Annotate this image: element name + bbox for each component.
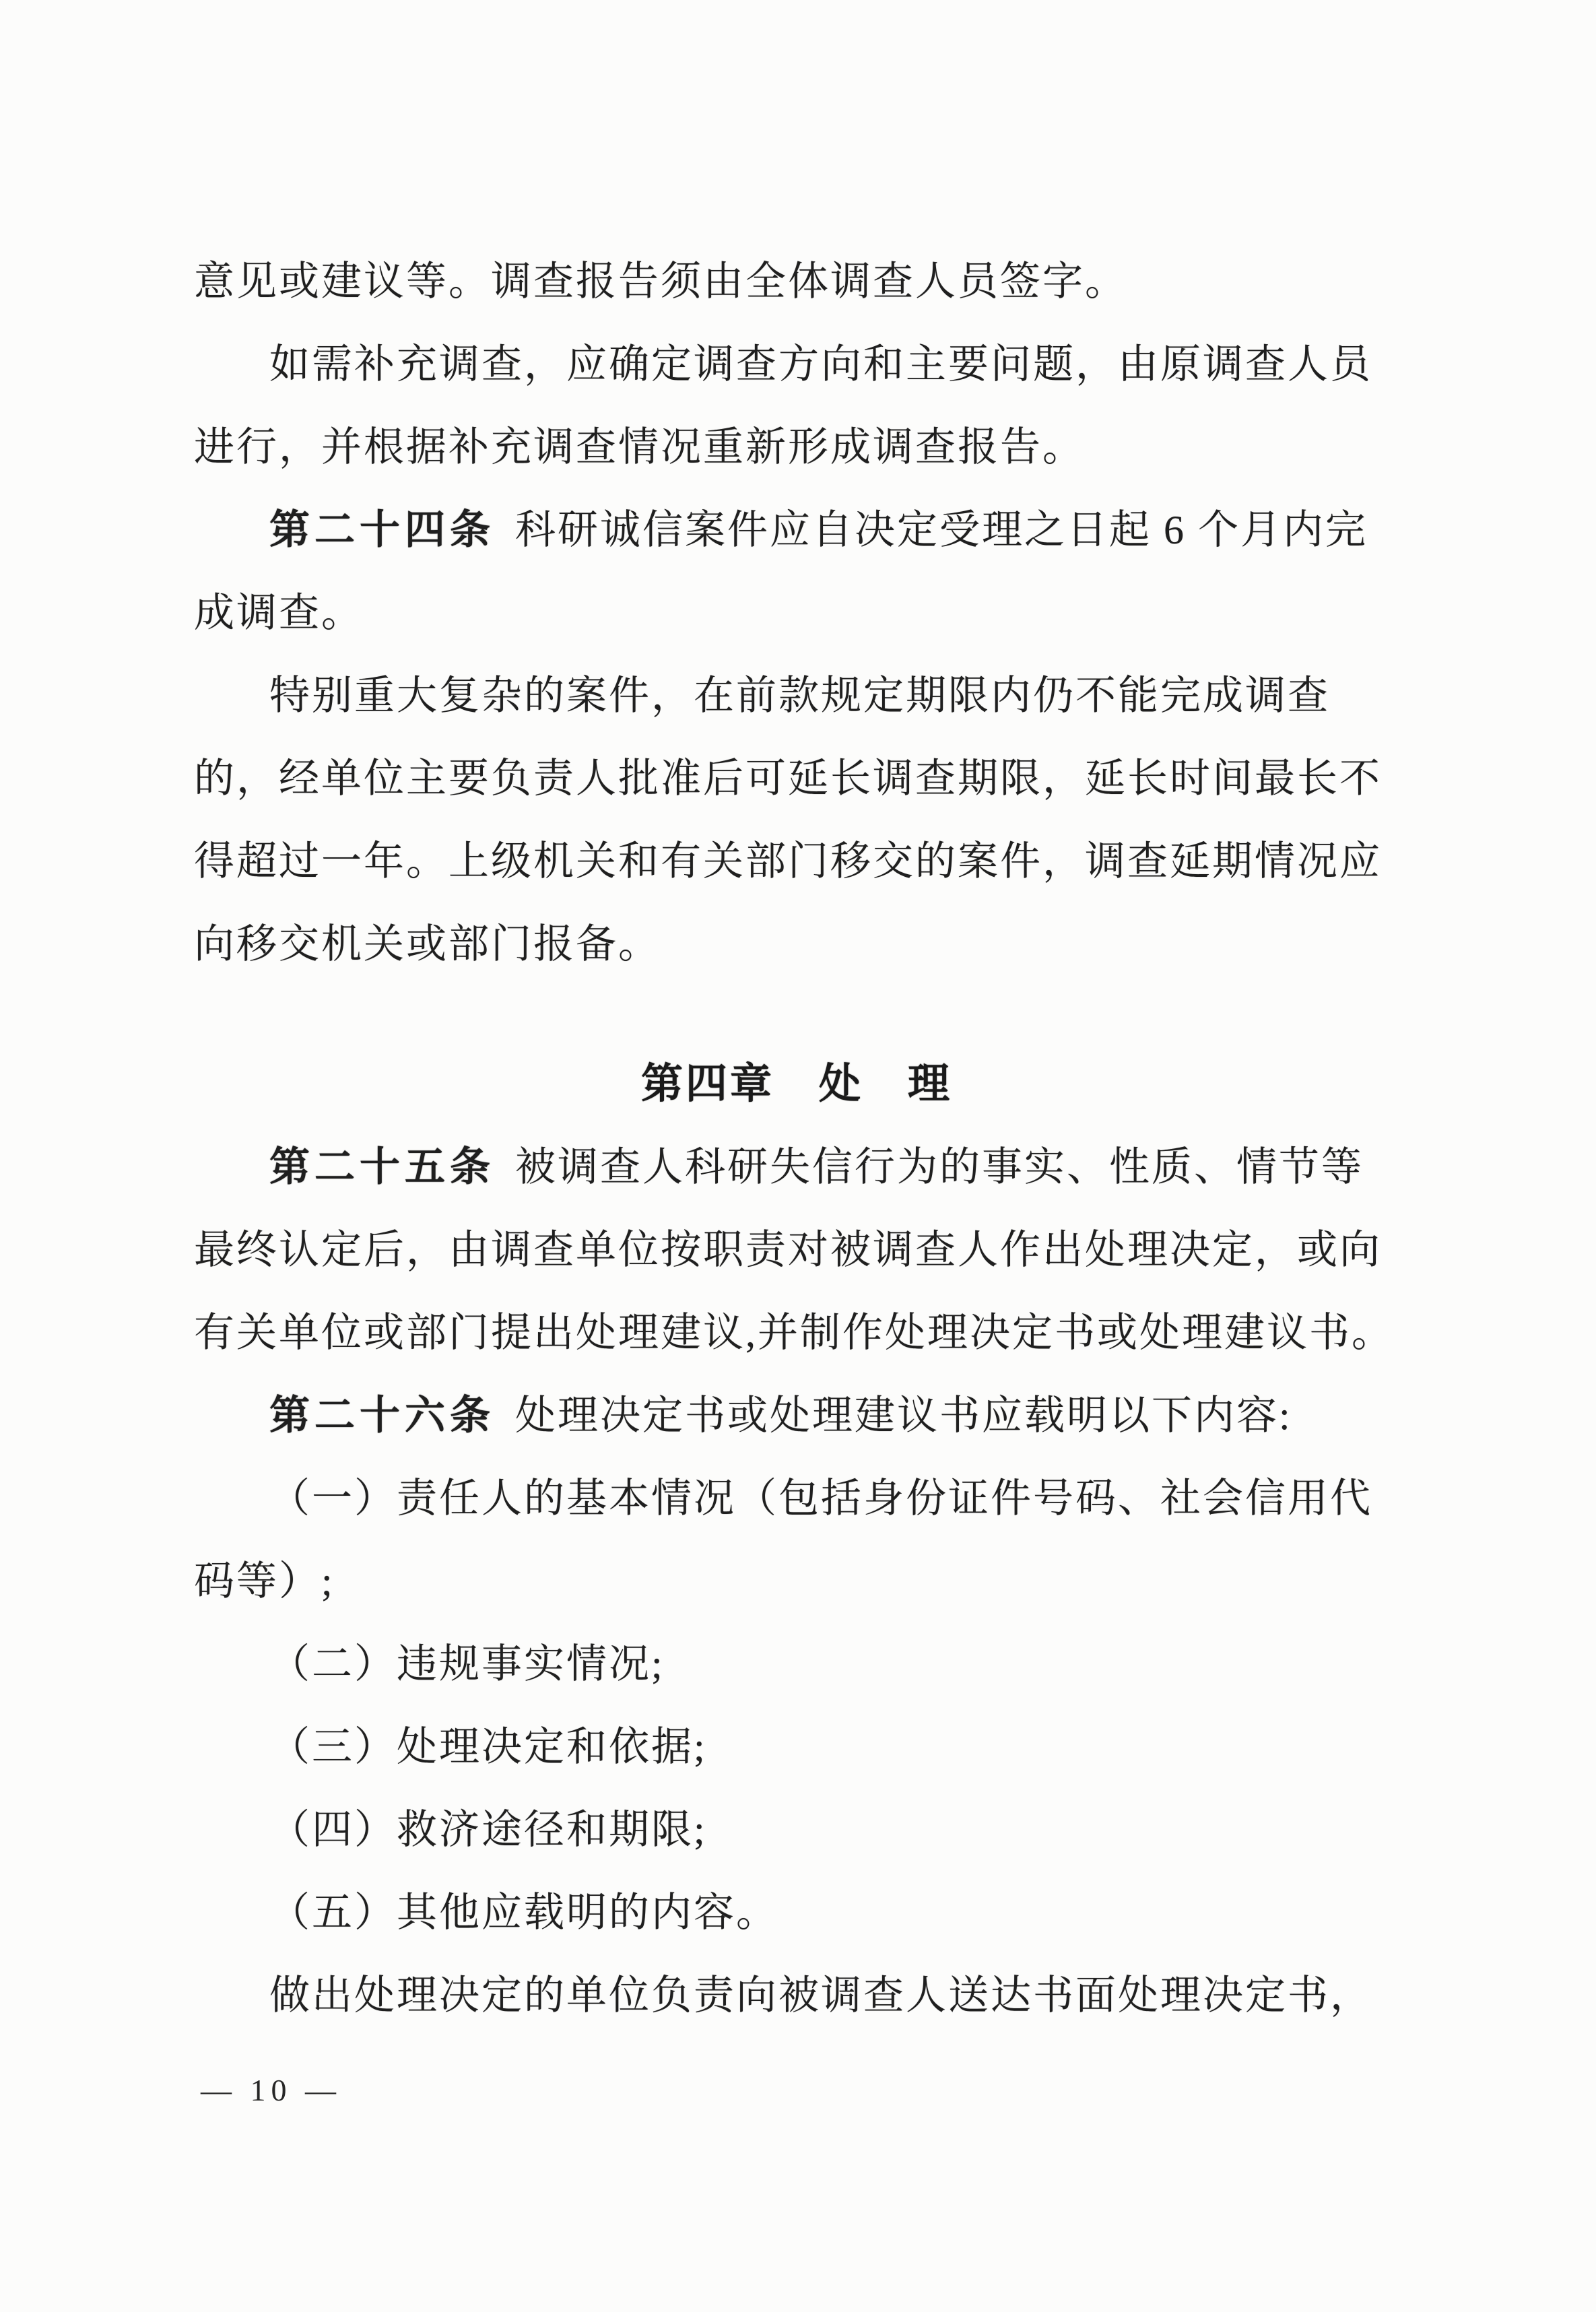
paragraph-start-line: 特别重大复杂的案件，在前款规定期限内仍不能完成调查 <box>269 673 1330 718</box>
list-item-line: （三）处理决定和依据; <box>269 1725 707 1769</box>
article-line: 第二十六条 处理决定书或处理建议书应载明以下内容: <box>269 1393 1292 1438</box>
text-line: 的，经单位主要负责人批准后可延长调查期限，延长时间最长不 <box>194 756 1382 801</box>
document-body <box>194 240 1399 2037</box>
article-number: 第二十四条 <box>269 508 495 552</box>
text-line: 有关单位或部门提出处理建议,并制作处理决定书或处理建议书。 <box>194 1311 1394 1355</box>
text-line: 最终认定后，由调查单位按职责对被调查人作出处理决定，或向 <box>194 1228 1382 1272</box>
article-line: 第二十四条 科研诚信案件应自决定受理之日起 6 个月内完 <box>269 508 1368 552</box>
text-line: 意见或建议等。调查报告须由全体调查人员签字。 <box>194 259 1127 304</box>
text-line: 向移交机关或部门报备。 <box>194 922 661 966</box>
list-item-line: （一）责任人的基本情况（包括身份证件号码、社会信用代 <box>269 1476 1372 1521</box>
article-number: 第二十五条 <box>269 1145 495 1189</box>
text-line: 码等）; <box>194 1559 335 1604</box>
chapter-heading: 第四章 处 理 <box>640 1061 952 1107</box>
text-line: 进行，并根据补充调查情况重新形成调查报告。 <box>194 425 1085 469</box>
list-item-line: （四）救济途径和期限; <box>269 1808 707 1852</box>
list-item-line: （五）其他应载明的内容。 <box>269 1890 778 1935</box>
article-number: 第二十六条 <box>269 1393 495 1438</box>
text-line: 得超过一年。上级机关和有关部门移交的案件，调查延期情况应 <box>194 839 1382 884</box>
paragraph-start-line: 做出处理决定的单位负责向被调查人送达书面处理决定书， <box>269 1973 1372 2018</box>
page-number: — 10 — <box>201 2073 341 2107</box>
list-item-line: （二）违规事实情况; <box>269 1642 665 1686</box>
article-line: 第二十五条 被调查人科研失信行为的事实、性质、情节等 <box>269 1145 1364 1189</box>
text-line: 成调查。 <box>194 591 364 635</box>
paragraph-start-line: 如需补充调查，应确定调查方向和主要问题，由原调查人员 <box>269 342 1372 387</box>
